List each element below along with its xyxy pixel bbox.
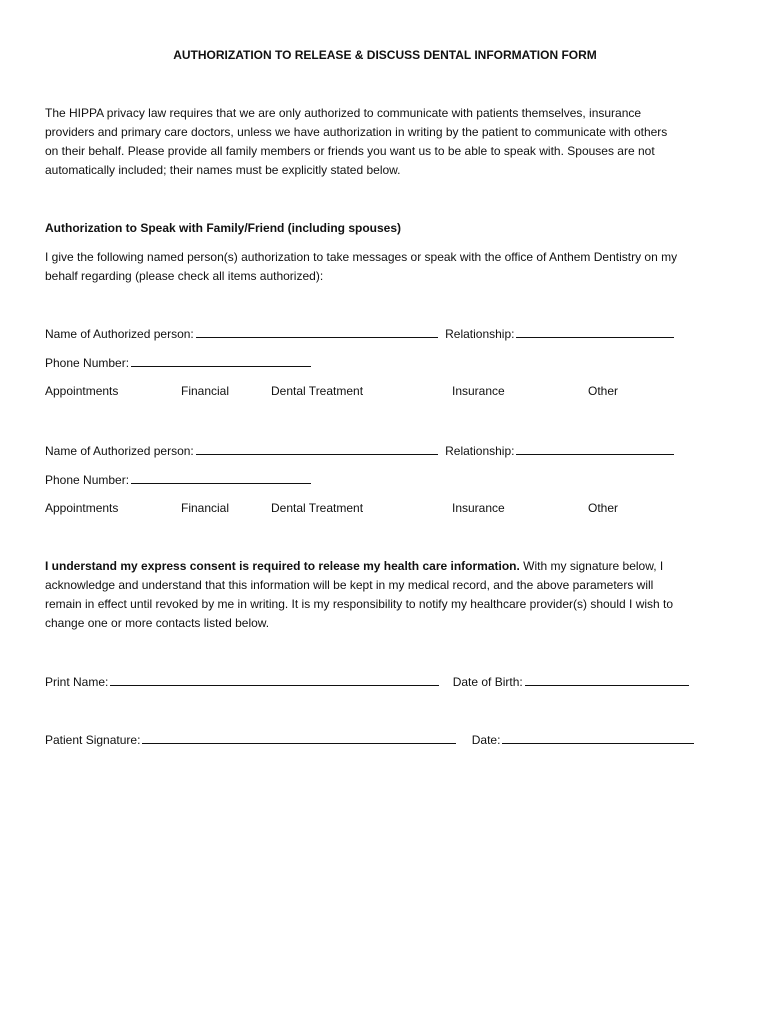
consent-line: acknowledge and understand that this information will be kept in my medical record, and the above parameters will bbox=[45, 578, 654, 592]
authorized-person-2-row bbox=[45, 441, 674, 461]
relationship-label: Relationship: bbox=[445, 327, 515, 341]
print-name-row bbox=[45, 672, 689, 692]
relationship-label: Relationship: bbox=[445, 444, 515, 458]
dob-label: Date of Birth: bbox=[452, 675, 523, 689]
print-name-label: Print Name: bbox=[45, 675, 109, 689]
consent-line: remain in effect until revoked by me in writing. It is my responsibility to notify my healthcare provider(s) should I wish to bbox=[45, 597, 674, 611]
phone-label: Phone Number: bbox=[45, 356, 130, 370]
intro-line: The HIPPA privacy law requires that we are only authorized to communicate with patients themselves, insurance bbox=[45, 106, 642, 120]
phone-field-2[interactable] bbox=[131, 470, 311, 484]
relationship-field-1[interactable] bbox=[516, 324, 674, 338]
phone-label: Phone Number: bbox=[45, 473, 130, 487]
consent-bold-text: I understand my express consent is required to release my health care information. bbox=[45, 559, 520, 573]
dob-field[interactable] bbox=[525, 672, 689, 686]
consent-text: With my signature below, I bbox=[519, 559, 664, 573]
option-other-2[interactable]: Other bbox=[588, 501, 619, 515]
option-appointments-1[interactable]: Appointments bbox=[45, 384, 119, 398]
signature-field[interactable] bbox=[142, 730, 456, 744]
authorization-line: behalf regarding (please check all items authorized): bbox=[45, 269, 324, 283]
authorization-line: I give the following named person(s) authorization to take messages or speak with the office of Anthem Dentistry on my bbox=[45, 250, 678, 264]
phone-field-1[interactable] bbox=[131, 353, 311, 367]
option-dental-treatment-1[interactable]: Dental Treatment bbox=[271, 384, 364, 398]
name-field-1[interactable] bbox=[196, 324, 438, 338]
date-label: Date: bbox=[471, 733, 501, 747]
option-appointments-2[interactable]: Appointments bbox=[45, 501, 119, 515]
name-label: Name of Authorized person: bbox=[45, 444, 194, 458]
consent-line bbox=[45, 557, 730, 576]
intro-line: on their behalf. Please provide all family members or friends you want us to be able to speak with. Spouses are not bbox=[45, 144, 655, 158]
intro-line: automatically included; their names must be explicitly stated below. bbox=[45, 163, 401, 177]
phone-row-1 bbox=[45, 353, 311, 373]
name-field-2[interactable] bbox=[196, 441, 438, 455]
authorized-person-1-row bbox=[45, 324, 674, 344]
relationship-field-2[interactable] bbox=[516, 441, 674, 455]
intro-line: providers and primary care doctors, unless we have authorization in writing by the patient to communicate with others bbox=[45, 125, 668, 139]
date-field[interactable] bbox=[502, 730, 694, 744]
option-financial-1[interactable]: Financial bbox=[181, 384, 230, 398]
option-dental-treatment-2[interactable]: Dental Treatment bbox=[271, 501, 364, 515]
consent-line: change one or more contacts listed below. bbox=[45, 616, 270, 630]
intro-paragraph bbox=[45, 104, 730, 180]
section-heading: Authorization to Speak with Family/Friend (including spouses) bbox=[45, 221, 402, 235]
signature-row bbox=[45, 730, 694, 750]
phone-row-2 bbox=[45, 470, 311, 490]
form-title: AUTHORIZATION TO RELEASE & DISCUSS DENTAL INFORMATION FORM bbox=[173, 48, 597, 62]
consent-paragraph bbox=[45, 557, 730, 633]
print-name-field[interactable] bbox=[110, 672, 439, 686]
option-financial-2[interactable]: Financial bbox=[181, 501, 230, 515]
name-label: Name of Authorized person: bbox=[45, 327, 194, 341]
option-other-1[interactable]: Other bbox=[588, 384, 619, 398]
authorization-paragraph bbox=[45, 248, 730, 286]
signature-label: Patient Signature: bbox=[45, 733, 141, 747]
option-insurance-2[interactable]: Insurance bbox=[452, 501, 505, 515]
option-insurance-1[interactable]: Insurance bbox=[452, 384, 505, 398]
